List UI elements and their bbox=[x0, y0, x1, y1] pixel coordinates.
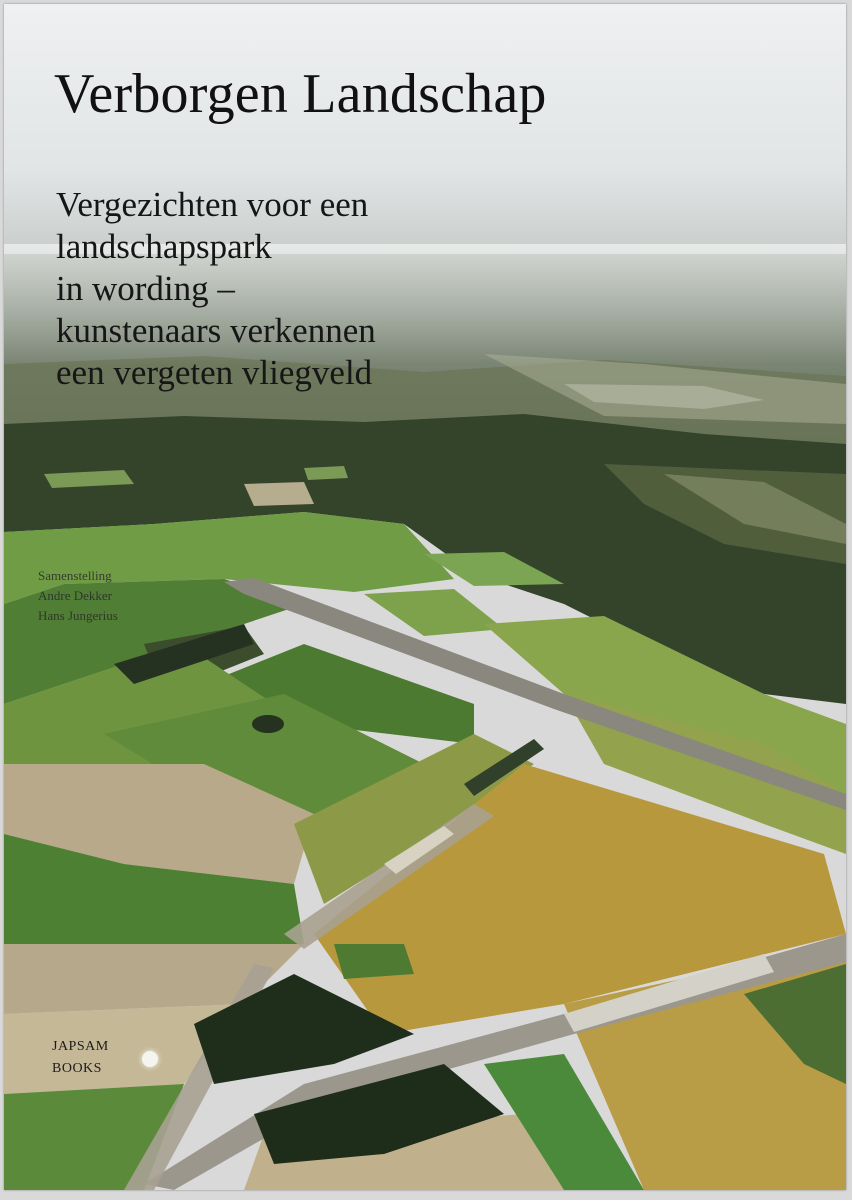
publisher-name: JAPSAM bbox=[52, 1039, 109, 1054]
editor-name: Andre Dekker bbox=[38, 588, 112, 603]
subtitle-line: in wording – bbox=[56, 269, 235, 308]
publisher-name: BOOKS bbox=[52, 1061, 102, 1076]
book-cover bbox=[4, 4, 846, 1190]
book-title: Verborgen Landschap bbox=[54, 63, 547, 125]
subtitle-line: kunstenaars verkennen bbox=[56, 311, 376, 350]
credits-label: Samenstelling bbox=[38, 568, 112, 583]
editor-name: Hans Jungerius bbox=[38, 608, 118, 623]
aerial-landscape-photo bbox=[4, 4, 846, 1190]
publisher-logo bbox=[52, 1036, 109, 1080]
book-subtitle bbox=[56, 184, 616, 394]
subtitle-line: landschapspark bbox=[56, 227, 272, 266]
credits bbox=[38, 566, 118, 626]
subtitle-line: een vergeten vliegveld bbox=[56, 353, 373, 392]
publisher-dot-icon bbox=[142, 1051, 158, 1067]
subtitle-line: Vergezichten voor een bbox=[56, 185, 369, 224]
